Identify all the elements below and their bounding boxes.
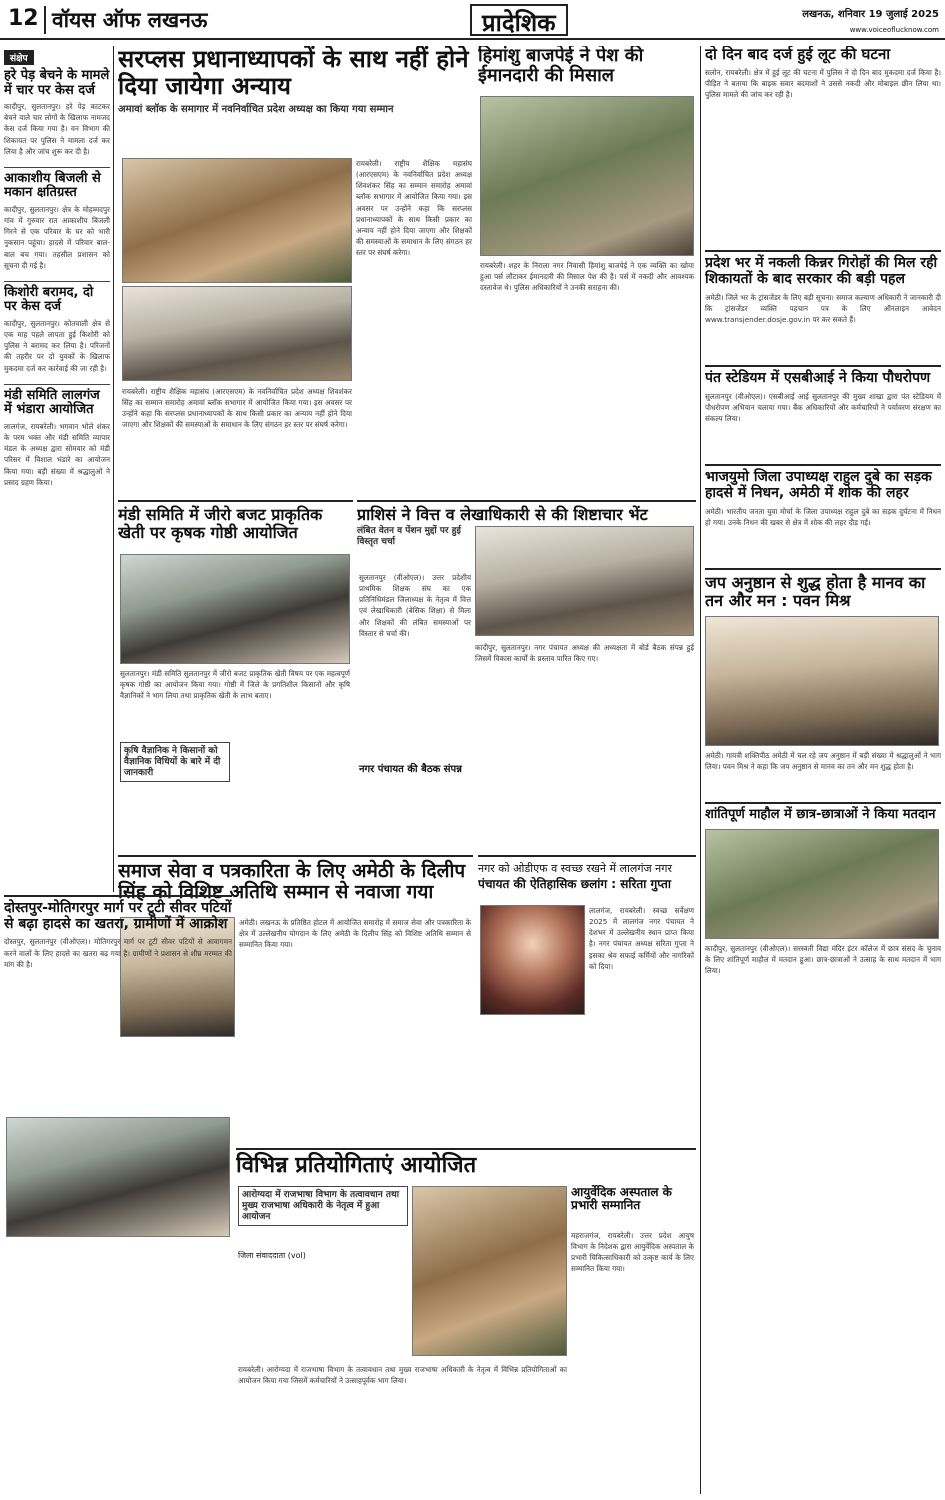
lead-photo [122,158,352,283]
ayurveda-headline: आयुर्वेदिक अस्पताल के प्रभारी सम्मानित [571,1185,672,1213]
sbi-headline: पंत स्टेडियम में एसबीआई ने किया पौधरोपण [705,365,941,387]
odf-story [478,855,696,1145]
brief-2-headline: आकाशीय बिजली से मकान क्षतिग्रस्त [4,167,110,201]
odf-kicker: नगर को ओडीएफ व स्वच्छ रखने में लालगंज नगर [478,862,672,875]
column-rule [700,46,701,1494]
lead-body: रायबरेली। राष्ट्रीय शैक्षिक महासंघ (आरएसएम) के नवनिर्वाचित प्रदेश अध्यक्ष शिवशंकर सिंह का सम्मान समारोह अमावां ब्लॉक सभागार में आयोजित किया गया। इस अवसर पर उन्होंने कहा कि सरप्लस प्रधानाध्यापकों के साथ किसी प्रकार का अन्याय नहीं होने दिया जाएगा और शिक्षकों की समस्याओं के समाधान के लिए संगठन हर स्तर पर संघर्ष करेगा। [356,159,472,258]
kinnar-headline: प्रदेश भर में नकली किन्नर गिरोहों की मिल रही शिकायतों के बाद सरकार की बड़ी पहल [705,250,941,287]
kinnar-body: अमेठी। जिले भर के ट्रांसजेंडर के लिए बड़ी सूचना। समाज कल्याण अधिकारी ने जानकारी दी कि ट्रांसजेंडर व्यक्ति पहचान पत्र के लिए ऑनलाइन आवेदन www.transjender.dosje.gov.in पर कर सकते हैं। [705,292,941,324]
competitions-photo [412,1186,567,1356]
lead-headline: सरप्लस प्रधानाध्यापकों के साथ नहीं होने दिया जायेगा अन्याय [118,46,469,100]
odf-headline: पंचायत की ऐतिहासिक छलांग : सरिता गुप्ता [478,877,671,891]
competitions-credit: जिला संवाददाता (vol) [238,1251,306,1260]
farming-body: सुलतानपुर। मंडी समिति सुलतानपुर में जीरो बजट प्राकृतिक खेती विषय पर एक महत्वपूर्ण कृषक गोष्ठी का आयोजन किया गया। गोष्ठी में जिले के प्रगतिशील किसानों और कृषि वैज्ञानिकों ने भाग लिया तथा प्राकृतिक खेती के लाभ बताए। [120,669,350,701]
teachers-story [357,500,696,850]
brief-3-headline: किशोरी बरामद, दो पर केस दर्ज [4,281,110,315]
left-column [4,46,110,892]
teachers-body: सुलतानपुर (वीओएल)। उत्तर प्रदेशीय प्राथमिक शिक्षक संघ का एक प्रतिनिधिमंडल जिलाध्यक्ष के नेतृत्व में वित्त एवं लेखाधिकारी (बेसिक शिक्षा) से मिला और शिक्षकों की लंबित समस्याओं पर विस्तार से चर्चा की। [359,573,471,638]
paper-name: वॉयस ऑफ लखनऊ [44,6,207,34]
lead-photo-2 [122,286,352,381]
honesty-body: रायबरेली। शहर के निराला नगर निवासी हिमांशु बाजपेई ने एक व्यक्ति का खोया हुआ पर्स लौटाकर ईमानदारी की मिसाल पेश की है। पर्स में नकदी और आवश्यक दस्तावेज थे। पुलिस अधिकारियों ने उनकी सराहना की। [480,261,694,293]
sewer-photo [6,1117,230,1237]
nagar-meeting-body: कादीपुर, सुलतानपुर। नगर पंचायत अध्यक्ष की अध्यक्षता में बोर्ड बैठक संपन्न हुई जिसमें विकास कार्यों के प्रस्ताव पारित किए गए। [475,643,694,664]
competitions-headline: विभिन्न प्रतियोगिताएं आयोजित [236,1153,477,1178]
masthead [0,0,945,40]
right-column [705,46,941,1496]
brief-1-body: कादीपुर, सुलतानपुर। हरे पेड़ काटकर बेचने वाले चार लोगों के खिलाफ नामजद केस दर्ज किया गया है। वन विभाग की शिकायत पर पुलिस ने मामला दर्ज कर लिया है और जांच शुरू कर दी है। [4,102,110,156]
farming-photo [120,554,350,664]
accident-body: अमेठी। भारतीय जनता युवा मोर्चा के जिला उपाध्यक्ष राहुल दुबे का सड़क दुर्घटना में निधन हो गया। उनके निधन की खबर से क्षेत्र में शोक की लहर दौड़ गई। [705,506,941,527]
brief-2-body: कादीपुर, सुलतानपुर। क्षेत्र के मोहम्मदपुर गांव में गुरुवार रात आकाशीय बिजली गिरने से एक परिवार के घर को भारी नुकसान पहुंचा। हादसे में परिवार बाल-बाल बच गया। तहसील प्रशासन को सूचना दी गई है। [4,204,110,270]
brief-3-body: कादीपुर, सुलतानपुर। कोतवाली क्षेत्र से एक माह पहले लापता हुई किशोरी को पुलिस ने बरामद कर लिया है। परिजनों की तहरीर पर दो युवकों के खिलाफ मुकदमा दर्ज कर कार्रवाई की जा रही है। [4,319,110,373]
lead-story [118,46,473,496]
jap-photo [705,616,939,746]
page-number: 12 [8,6,39,31]
brief-1-headline: हरे पेड़ बेचने के मामले में चार पर केस दर्ज [4,68,110,98]
farming-story [118,500,353,850]
honesty-headline: हिमांशु बाजपेई ने पेश की ईमानदारी की मिसाल [478,46,644,87]
date-line: लखनऊ, शनिवार 19 जुलाई 2025 [802,9,939,20]
sewer-body: दोस्तपुर, सुलतानपुर (वीओएल)। मोतिगरपुर मार्ग पर टूटी सीवर पटियों से आवागमन करने वालों के लिए हादसे का खतरा बढ़ गया है। ग्रामीणों ने प्रशासन से शीघ्र मरम्मत की मांग की है। [4,937,232,969]
farming-callout: कृषि वैज्ञानिक ने किसानों को वैज्ञानिक विधियों के बारे में दी जानकारी [120,742,230,782]
honesty-photo [480,96,694,256]
odf-portrait [480,905,585,1015]
honour-headline: समाज सेवा व पत्रकारिता के लिए अमेठी के दिलीप सिंह को विशिष्ट अतिथि सम्मान से नवाजा गया [118,860,466,904]
odf-body: लालगंज, रायबरेली। स्वच्छ सर्वेक्षण 2025 में लालगंज नगर पंचायत ने देशभर में उल्लेखनीय स्थान प्राप्त किया है। नगर पंचायत अध्यक्ष सरिता गुप्ता ने इसका श्रेय सफाई कर्मियों और नागरिकों को दिया। [589,906,694,971]
loot-body: सलोन, रायबरेली। क्षेत्र में हुई लूट की घटना में पुलिस ने दो दिन बाद मुकदमा दर्ज किया है। पीड़ित ने बताया कि बाइक सवार बदमाशों ने उससे नकदी और मोबाइल छीन लिया था। पुलिस मामले की जांच कर रही है। [705,67,941,100]
teachers-subheadline: लंबित वेतन व पेंशन मुद्दों पर हुई विस्तृत चर्चा [357,525,461,547]
teachers-headline: प्राशिसं ने वित्त व लेखाधिकारी से की शिष्टाचार भेंट [357,505,648,524]
jap-headline: जप अनुष्ठान से शुद्ध होता है मानव का तन और मन : पवन मिश्र [705,568,941,610]
accident-headline: भाजयुमो जिला उपाध्यक्ष राहुल दुबे का सड़क हादसे में निधन, अमेठी में शोक की लहर [705,464,941,501]
honesty-story [478,46,696,496]
voting-headline: शांतिपूर्ण माहौल में छात्र-छात्राओं ने किया मतदान [705,802,941,823]
farming-headline: मंडी समिति में जीरो बजट प्राकृतिक खेती पर कृषक गोष्ठी आयोजित [118,505,323,542]
sewer-story [4,895,232,1495]
honour-body: अमेठी। लखनऊ के प्रतिष्ठित होटल में आयोजित समारोह में समाज सेवा और पत्रकारिता के क्षेत्र में उल्लेखनीय योगदान के लिए अमेठी के दिलीप सिंह को विशिष्ट अतिथि सम्मान से सम्मानित किया गया। [239,918,471,950]
teachers-photo [475,526,694,636]
ayurveda-body: महराजगंज, रायबरेली। उत्तर प्रदेश आयुष विभाग के निदेशक द्वारा आयुर्वेदिक अस्पताल के प्रभारी चिकित्साधिकारी को उत्कृष्ट कार्य के लिए सम्मानित किया गया। [571,1231,694,1274]
section-title: प्रादेशिक [470,4,568,36]
brief-4-headline: मंडी समिति लालगंज में भंडारा आयोजित [4,384,110,418]
competitions-callout: आरोग्यदा में राजभाषा विभाग के तत्वावधान तथा मुख्य राजभाषा अधिकारी के नेतृत्व में हुआ आयोजन [238,1186,408,1226]
lead-subheadline: अमावां ब्लॉक के समागार में नवनिर्वाचित प्रदेश अध्यक्ष का किया गया सम्मान [118,103,394,115]
voting-body: कादीपुर, सुलतानपुर (वीओएल)। सरस्वती विद्या मंदिर इंटर कॉलेज में छात्र संसद के चुनाव के लिए शांतिपूर्ण माहौल में मतदान हुआ। छात्र-छात्राओं ने उत्साह के साथ मतदान में भाग लिया। [705,943,941,975]
sewer-headline: दोस्तपुर-मोतिगरपुर मार्ग पर टूटी सीवर पटियों से बढ़ा हादसे का खतरा, ग्रामीणों में आक्रोश [4,900,232,932]
lead-body-continued: रायबरेली। राष्ट्रीय शैक्षिक महासंघ (आरएसएम) के नवनिर्वाचित प्रदेश अध्यक्ष शिवशंकर सिंह का सम्मान समारोह अमावां ब्लॉक सभागार में आयोजित किया गया। इस अवसर पर उन्होंने कहा कि सरप्लस प्रधानाध्यापकों के साथ किसी प्रकार का अन्याय नहीं होने दिया जाएगा और शिक्षकों की समस्याओं के समाधान के लिए संगठन हर स्तर पर संघर्ष करेगा। [122,387,352,430]
competitions-story [236,1148,696,1496]
jap-body: अमेठी। गायत्री शक्तिपीठ अमेठी में चल रहे जप अनुष्ठान में बड़ी संख्या में श्रद्धालुओं ने भाग लिया। पवन मिश्र ने कहा कि जप अनुष्ठान से मानव का तन और मन शुद्ध होता है। [705,750,941,771]
brief-tag: संक्षेप [4,50,34,65]
website: www.voiceoflucknow.com [849,26,939,34]
competitions-body: रायबरेली। आरोग्यदा में राजभाषा विभाग के तत्वावधान तथा मुख्य राजभाषा अधिकारी के नेतृत्व में विभिन्न प्रतियोगिताओं का आयोजन किया गया जिसमें कर्मचारियों ने उत्साहपूर्वक भाग लिया। [238,1365,567,1386]
voting-photo [705,829,939,939]
loot-headline: दो दिन बाद दर्ज हुई लूट की घटना [705,46,891,63]
sbi-body: सुलतानपुर (वीओएल)। एसबीआई आई सुलतानपुर की मुख्य शाखा द्वारा पंत स्टेडियम में पौधरोपण अभियान चलाया गया। बैंक अधिकारियों और कर्मचारियों ने पर्यावरण संरक्षण का संकल्प लिया। [705,391,941,424]
column-rule [113,46,114,892]
brief-4-body: लालगंज, रायबरेली। भगवान भोले शंकर के परम भक्त और मंडी समिति व्यापार मंडल के अध्यक्ष द्वारा सोमवार को मंडी परिसर में विशाल भंडारे का आयोजन किया गया। बड़ी संख्या में श्रद्धालुओं ने प्रसाद ग्रहण किया। [4,421,110,487]
nagar-meeting-headline: नगर पंचायत की बैठक संपन्न [359,764,462,775]
